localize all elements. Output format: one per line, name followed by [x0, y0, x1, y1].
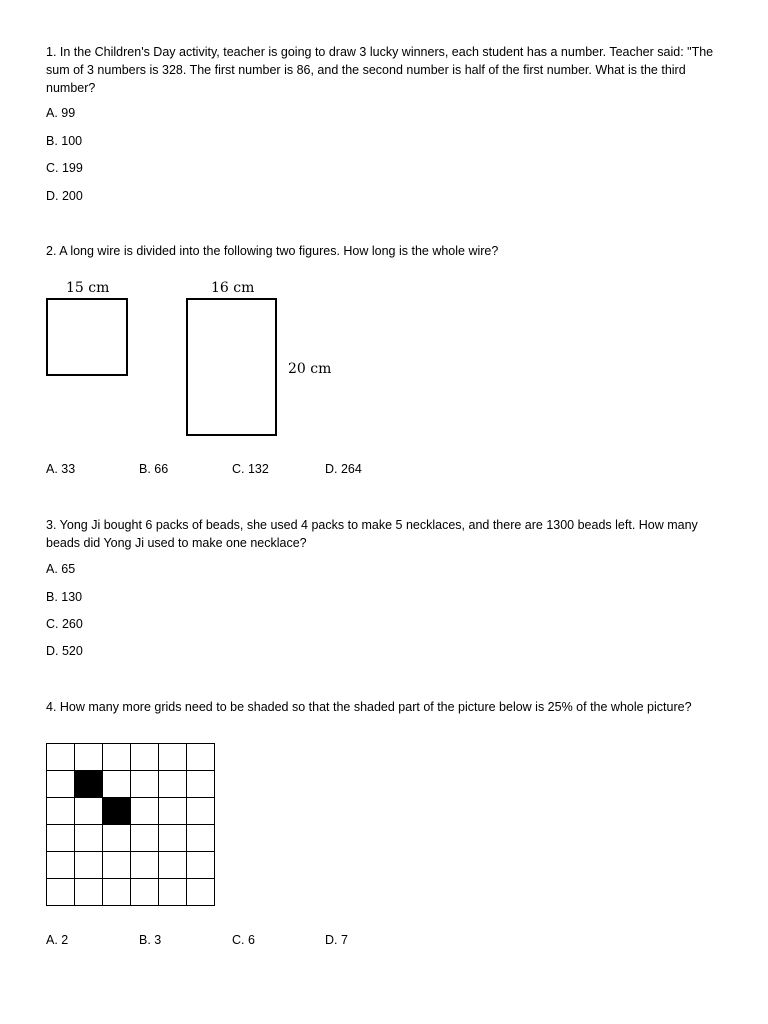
- question-2-option-c[interactable]: C. 132: [232, 462, 269, 476]
- grid-cell: [103, 852, 131, 879]
- grid-cell: [75, 852, 103, 879]
- question-3-text: 3. Yong Ji bought 6 packs of beads, she used 4 packs to make 5 necklaces, and there are 1300 beads left. How many beads did Yong Ji used to make one necklace?: [46, 518, 698, 550]
- question-3-option-b[interactable]: B. 130: [46, 590, 83, 604]
- grid-cell: [159, 798, 187, 825]
- grid-cell: [47, 771, 75, 798]
- question-1-option-b[interactable]: B. 100: [46, 134, 83, 148]
- grid-cell: [75, 744, 103, 771]
- grid-cell: [103, 825, 131, 852]
- grid-cell-shaded: [103, 798, 131, 825]
- grid-cell: [187, 825, 215, 852]
- question-1-option-c[interactable]: C. 199: [46, 161, 83, 175]
- grid-cell: [131, 852, 159, 879]
- question-4-option-d[interactable]: D. 7: [325, 933, 348, 947]
- grid-cell: [187, 798, 215, 825]
- question-3-option-a[interactable]: A. 65: [46, 562, 76, 576]
- question-2-option-a[interactable]: A. 33: [46, 462, 76, 476]
- square-side-label: 15 cm: [66, 280, 110, 296]
- grid-cell: [159, 771, 187, 798]
- grid-cell: [131, 798, 159, 825]
- grid-cell: [131, 879, 159, 906]
- grid-cell: [47, 798, 75, 825]
- grid-cell: [103, 879, 131, 906]
- grid-cell: [159, 852, 187, 879]
- square-shape: [46, 298, 128, 376]
- question-2-option-b[interactable]: B. 66: [139, 462, 169, 476]
- grid-cell: [47, 879, 75, 906]
- grid-cell: [131, 825, 159, 852]
- grid-cell: [47, 744, 75, 771]
- shading-grid: [46, 743, 215, 906]
- question-1-option-d[interactable]: D. 200: [46, 189, 83, 203]
- grid-cell: [47, 852, 75, 879]
- grid-cell: [131, 744, 159, 771]
- grid-cell: [75, 825, 103, 852]
- question-4-option-b[interactable]: B. 3: [139, 933, 162, 947]
- grid-cell: [75, 879, 103, 906]
- grid-cell: [187, 744, 215, 771]
- rectangle-shape: [186, 298, 277, 436]
- question-1-text: 1. In the Children's Day activity, teacher is going to draw 3 lucky winners, each student has a number. Teacher said: "The sum of 3 numbers is 328. The first number is 86, and the second number is half of the first number. What is the third number?: [46, 45, 714, 95]
- grid-cell: [159, 744, 187, 771]
- rectangle-width-label: 16 cm: [211, 280, 255, 296]
- grid-cell: [187, 771, 215, 798]
- question-4-option-c[interactable]: C. 6: [232, 933, 255, 947]
- grid-cell: [187, 879, 215, 906]
- question-4-text: 4. How many more grids need to be shaded so that the shaded part of the picture below is 25% of the whole picture?: [46, 700, 692, 714]
- grid-cell: [187, 852, 215, 879]
- question-4-option-a[interactable]: A. 2: [46, 933, 69, 947]
- grid-cell: [47, 825, 75, 852]
- question-3-option-c[interactable]: C. 260: [46, 617, 83, 631]
- grid-cell: [75, 798, 103, 825]
- question-1-option-a[interactable]: A. 99: [46, 106, 76, 120]
- grid-cell: [159, 825, 187, 852]
- grid-cell: [159, 879, 187, 906]
- grid-cell: [103, 771, 131, 798]
- question-3-option-d[interactable]: D. 520: [46, 644, 83, 658]
- question-2-text: 2. A long wire is divided into the following two figures. How long is the whole wire?: [46, 244, 499, 258]
- grid-cell: [131, 771, 159, 798]
- grid-cell: [103, 744, 131, 771]
- grid-cell-shaded: [75, 771, 103, 798]
- rectangle-height-label: 20 cm: [288, 361, 332, 377]
- question-2-option-d[interactable]: D. 264: [325, 462, 362, 476]
